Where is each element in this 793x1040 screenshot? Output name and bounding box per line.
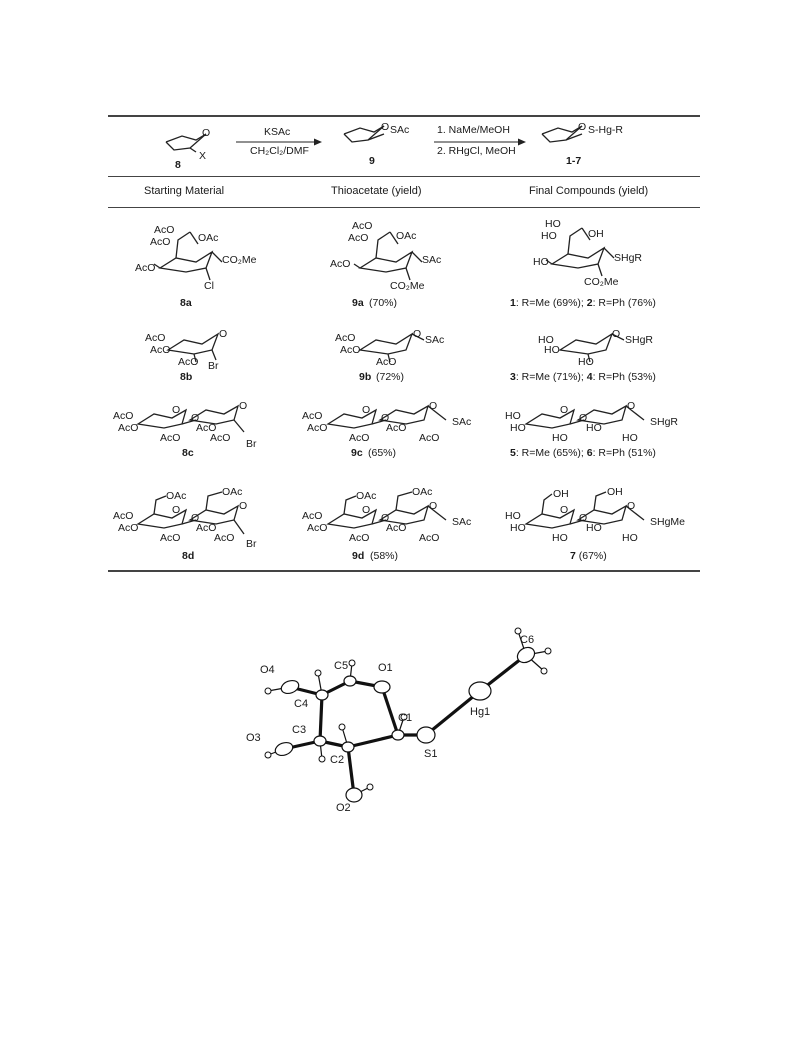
row2-final-group-ho2: HO xyxy=(544,344,560,356)
bond-c1-o1 xyxy=(382,687,398,735)
row2-start-group-aco3: AcO xyxy=(178,356,199,368)
step1-reagent-top: KSAc xyxy=(264,126,291,138)
header-thioacetate: Thioacetate (yield) xyxy=(331,185,422,197)
row2-mid-ring-o: O xyxy=(413,328,422,340)
row3-start-ring-o2: O xyxy=(239,400,248,412)
row4-mid-ring-o1: O xyxy=(362,504,371,516)
atom-c3 xyxy=(314,736,326,746)
compound-1-7-label: 1-7 xyxy=(566,155,582,167)
compound-9-substituent: SAc xyxy=(390,124,410,136)
row4-mid-group-aco5: AcO xyxy=(419,532,440,544)
row2-mid-label: 9b xyxy=(359,371,372,383)
atom-label-c1: C1 xyxy=(398,712,413,724)
row4-mid-ring-o2: O xyxy=(429,500,438,512)
bond-c2-c1 xyxy=(348,735,398,747)
row4-final-link-o: O xyxy=(579,512,588,524)
row3-mid-link-o: O xyxy=(381,412,390,424)
row1-final-group-ho3: HO xyxy=(533,256,549,268)
row4-mid-link-o: O xyxy=(381,512,390,524)
row4-start-group-aco1: AcO xyxy=(113,510,134,522)
row1-start-label: 8a xyxy=(180,297,192,309)
atom-c5 xyxy=(344,676,356,686)
row3-final-text-1: : R=Me (65%); xyxy=(515,447,587,459)
atom-o3 xyxy=(273,740,294,757)
row2-mid-group-aco3: AcO xyxy=(376,356,397,368)
row1-start-group-aco3: AcO xyxy=(135,262,156,274)
row3-mid-ring-o1: O xyxy=(362,404,371,416)
compound-8-substituent: X xyxy=(199,150,207,162)
atom-o4 xyxy=(279,678,300,695)
row1-final-id-2: 2 xyxy=(586,297,593,309)
row2-start-label: 8b xyxy=(180,371,193,383)
atom-label-hg1: Hg1 xyxy=(470,706,491,718)
step1-reagent-bottom: CH₂Cl₂/DMF xyxy=(250,145,309,157)
row4-final-group-ho5: HO xyxy=(622,532,638,544)
row1-start-group-acoq: AcO xyxy=(154,224,175,236)
row2-final-ring-o: O xyxy=(612,328,621,340)
atom-label-c6: C6 xyxy=(520,634,535,646)
row2-mid-yield: (72%) xyxy=(376,371,405,383)
atom-label-c3: C3 xyxy=(292,724,307,736)
compound-9-label: 9 xyxy=(369,155,375,167)
row3-start-group-br: Br xyxy=(246,438,257,450)
row4-final-group-oh1: OH xyxy=(553,488,569,500)
ring-9-oxygen: O xyxy=(381,121,390,133)
row2-mid-group-aco2: AcO xyxy=(340,344,361,356)
row4-final-group-shgme: SHgMe xyxy=(650,516,686,528)
atom-label-c2: C2 xyxy=(330,754,345,766)
atom-c4 xyxy=(316,690,328,700)
row3-mid-yield: (65%) xyxy=(368,447,397,459)
row3-start-group-aco3: AcO xyxy=(160,432,181,444)
row1-final-group-co2me: CO₂Me xyxy=(584,276,619,288)
row4-final-text-1: (67%) xyxy=(575,550,607,562)
row3-final-group-ho2: HO xyxy=(510,422,526,434)
row2-final-group-ho3: HO xyxy=(578,356,594,368)
row1-final-caption xyxy=(510,297,656,309)
row4-mid-group-aco3: AcO xyxy=(349,532,370,544)
row4-mid-group-aco2: AcO xyxy=(307,522,328,534)
atom-label-o4: O4 xyxy=(260,664,275,676)
compound-1-7-substituent: S-Hg-R xyxy=(588,124,624,136)
atom-label-c4: C4 xyxy=(294,698,309,710)
row3-final-id-2: 6 xyxy=(586,447,593,459)
atom-label-s1: S1 xyxy=(424,748,438,760)
row4-start-group-br: Br xyxy=(246,538,257,550)
row3-mid-ring-o2: O xyxy=(429,400,438,412)
ring-1-7-oxygen: O xyxy=(578,121,587,133)
row3-start-link-o: O xyxy=(191,412,200,424)
row3-mid-group-aco3: AcO xyxy=(349,432,370,444)
row1-final-id-1: 1 xyxy=(510,297,516,309)
row4-start-group-oac1: OAc xyxy=(166,490,187,502)
row3-mid-group-aco1: AcO xyxy=(302,410,323,422)
header-starting-material: Starting Material xyxy=(144,185,225,197)
row3-final-group-ho3: HO xyxy=(552,432,568,444)
row3-start-group-aco1: AcO xyxy=(113,410,134,422)
row4-mid-group-aco1: AcO xyxy=(302,510,323,522)
row1-mid-group-aco3: AcO xyxy=(330,258,351,270)
row4-mid-group-sac: SAc xyxy=(452,516,472,528)
row4-start-group-aco5: AcO xyxy=(214,532,235,544)
row1-final-group-ho1: HO xyxy=(545,218,561,230)
row2-final-group-ho1: HO xyxy=(538,334,554,346)
row4-final-group-ho3: HO xyxy=(552,532,568,544)
row1-mid-group-aco2: AcO xyxy=(348,232,369,244)
row2-start-ring-o: O xyxy=(219,328,228,340)
row4-final-ring-o1: O xyxy=(560,504,569,516)
row4-start-ring-o2: O xyxy=(239,500,248,512)
row2-final-id-2: 4 xyxy=(586,371,593,383)
row2-final-group-shgr: SHgR xyxy=(625,334,654,346)
atom-o1 xyxy=(374,681,390,693)
row3-start-group-aco2: AcO xyxy=(118,422,139,434)
row4-start-group-aco3: AcO xyxy=(160,532,181,544)
row3-mid-group-sac: SAc xyxy=(452,416,472,428)
row3-final-id-1: 5 xyxy=(510,447,516,459)
atom-hg1 xyxy=(469,682,491,700)
row3-mid-group-aco2: AcO xyxy=(307,422,328,434)
row1-final-text-2: : R=Ph (76%) xyxy=(592,297,656,309)
row2-start-group-aco1: AcO xyxy=(145,332,166,344)
row3-final-group-ho1: HO xyxy=(505,410,521,422)
row3-final-link-o: O xyxy=(579,412,588,424)
row4-start-group-oac2: OAc xyxy=(222,486,243,498)
row2-start-group-aco2: AcO xyxy=(150,344,171,356)
row2-final-text-2: : R=Ph (53%) xyxy=(592,371,656,383)
step2-reagent-top: 1. NaMe/MeOH xyxy=(437,124,510,136)
row3-start-group-aco5: AcO xyxy=(210,432,231,444)
row3-start-group-aco4: AcO xyxy=(196,422,217,434)
atom-label-o2: O2 xyxy=(336,802,351,814)
row4-final-group-ho2: HO xyxy=(510,522,526,534)
row4-mid-group-aco4: AcO xyxy=(386,522,407,534)
header-final-compounds: Final Compounds (yield) xyxy=(529,185,649,197)
row4-final-caption xyxy=(570,550,607,562)
row4-mid-group-oac2: OAc xyxy=(412,486,433,498)
row3-final-text-2: : R=Ph (51%) xyxy=(592,447,656,459)
atom-label-o1: O1 xyxy=(378,662,393,674)
row2-mid-group-sac: SAc xyxy=(425,334,445,346)
row3-final-group-ho5: HO xyxy=(622,432,638,444)
row1-mid-label: 9a xyxy=(352,297,364,309)
row4-final-ring-o2: O xyxy=(627,500,636,512)
row3-final-caption xyxy=(510,447,656,459)
step2-reagent-bottom: 2. RHgCl, MeOH xyxy=(437,145,516,157)
atom-c1 xyxy=(392,730,404,740)
row4-final-id-1: 7 xyxy=(570,550,576,562)
row1-mid-group-oac: OAc xyxy=(396,230,417,242)
row4-mid-group-oac1: OAc xyxy=(356,490,377,502)
row4-mid-yield: (58%) xyxy=(370,550,399,562)
row1-mid-group-aco1: AcO xyxy=(352,220,373,232)
atom-s1 xyxy=(417,727,435,743)
row4-start-group-aco4: AcO xyxy=(196,522,217,534)
atom-c2 xyxy=(342,742,354,752)
row1-mid-group-co2me: CO₂Me xyxy=(390,280,425,292)
row1-final-group-oh: OH xyxy=(588,228,604,240)
crystal-structure xyxy=(230,615,570,825)
row1-mid-yield: (70%) xyxy=(369,297,398,309)
row2-start-group-br: Br xyxy=(208,360,219,372)
bond-c4-c3 xyxy=(320,695,322,741)
row3-final-group-ho4: HO xyxy=(586,422,602,434)
row4-mid-label: 9d xyxy=(352,550,365,562)
row1-final-text-1: : R=Me (69%); xyxy=(515,297,587,309)
row3-mid-label: 9c xyxy=(351,447,363,459)
ring-8-oxygen: O xyxy=(202,127,211,139)
row1-final-group-ho2: HO xyxy=(541,230,557,242)
row4-start-label: 8d xyxy=(182,550,195,562)
row3-mid-group-aco5: AcO xyxy=(419,432,440,444)
row1-start-group-aco2: AcO xyxy=(150,236,171,248)
row3-start-label: 8c xyxy=(182,447,194,459)
row2-final-id-1: 3 xyxy=(510,371,516,383)
row2-final-caption xyxy=(510,371,656,383)
row4-start-link-o: O xyxy=(191,512,200,524)
compound-8-label: 8 xyxy=(175,159,181,171)
row3-final-ring-o2: O xyxy=(627,400,636,412)
row3-start-ring-o1: O xyxy=(172,404,181,416)
row2-mid-group-aco1: AcO xyxy=(335,332,356,344)
row1-start-group-cl: Cl xyxy=(204,280,214,292)
row1-start-group-co2me: CO₂Me xyxy=(222,254,257,266)
atom-o2 xyxy=(346,788,362,802)
row3-final-ring-o1: O xyxy=(560,404,569,416)
row3-mid-group-aco4: AcO xyxy=(386,422,407,434)
row4-final-group-ho4: HO xyxy=(586,522,602,534)
row4-final-group-oh2: OH xyxy=(607,486,623,498)
atom-label-c5: C5 xyxy=(334,660,349,672)
row1-start-group-oac: OAc xyxy=(198,232,219,244)
row1-mid-group-sac: SAc xyxy=(422,254,442,266)
row4-start-group-aco2: AcO xyxy=(118,522,139,534)
row4-start-ring-o1: O xyxy=(172,504,181,516)
row3-final-group-shgr: SHgR xyxy=(650,416,679,428)
atom-label-o3: O3 xyxy=(246,732,261,744)
row2-final-text-1: : R=Me (71%); xyxy=(515,371,587,383)
row1-final-group-shgr: SHgR xyxy=(614,252,643,264)
row4-final-group-ho1: HO xyxy=(505,510,521,522)
